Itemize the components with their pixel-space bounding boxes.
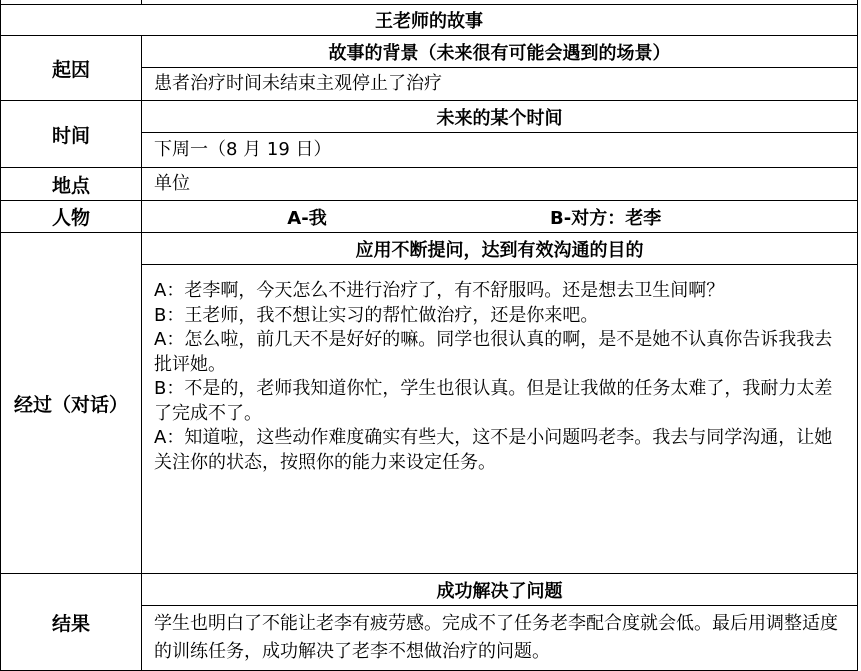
people-cell <box>142 201 858 233</box>
place-row <box>1 168 858 201</box>
dialog-content <box>142 265 858 574</box>
result-label: 结果 <box>1 574 142 671</box>
place-label: 地点 <box>1 168 142 201</box>
cause-heading-row <box>1 36 858 68</box>
time-text: 下周一（8 月 19 日） <box>142 133 858 168</box>
people-row <box>1 201 858 233</box>
result-text: 学生也明白了不能让老李有疲劳感。完成不了任务老李配合度就会低。最后用调整适度的训练任务，成功解决了老李不想做治疗的问题。 <box>142 606 858 671</box>
story-table <box>0 4 858 671</box>
time-label: 时间 <box>1 101 142 168</box>
process-heading-row <box>1 233 858 265</box>
cause-text: 患者治疗时间未结束主观停止了治疗 <box>142 68 858 101</box>
people-label: 人物 <box>1 201 142 233</box>
cause-label: 起因 <box>1 36 142 101</box>
place-text: 单位 <box>142 168 858 201</box>
dialog-line: B：王老师，我不想让实习的帮忙做治疗，还是你来吧。 <box>154 304 599 326</box>
dialog-line: A：老李啊，今天怎么不进行治疗了，有不舒服吗。还是想去卫生间啊？ <box>154 280 725 301</box>
table-title: 王老师的故事 <box>1 5 858 36</box>
result-heading-row <box>1 574 858 606</box>
dialog-line: A：知道啦，这些动作难度确实有些大，这不是小问题吗老李。我去与同学沟通，让她关注你的状态，按照你的能力来设定任务。 <box>154 427 833 473</box>
dialog-line: A：怎么啦，前几天不是好好的嘛。同学也很认真的啊，是不是她不认真你告诉我我去批评她。 <box>154 329 833 375</box>
cause-heading: 故事的背景（未来很有可能会遇到的场景） <box>142 36 858 68</box>
time-heading: 未来的某个时间 <box>142 101 858 133</box>
time-heading-row <box>1 101 858 133</box>
title-row <box>1 5 858 36</box>
person-a: A-我 <box>287 207 327 229</box>
result-heading: 成功解决了问题 <box>142 574 858 606</box>
person-b: B-对方：老李 <box>550 207 662 229</box>
process-heading: 应用不断提问，达到有效沟通的目的 <box>142 233 858 265</box>
dialog-line: B：不是的，老师我知道你忙，学生也很认真。但是让我做的任务太难了，我耐力太差了完成不了。 <box>154 378 833 424</box>
process-label: 经过（对话） <box>1 233 142 574</box>
